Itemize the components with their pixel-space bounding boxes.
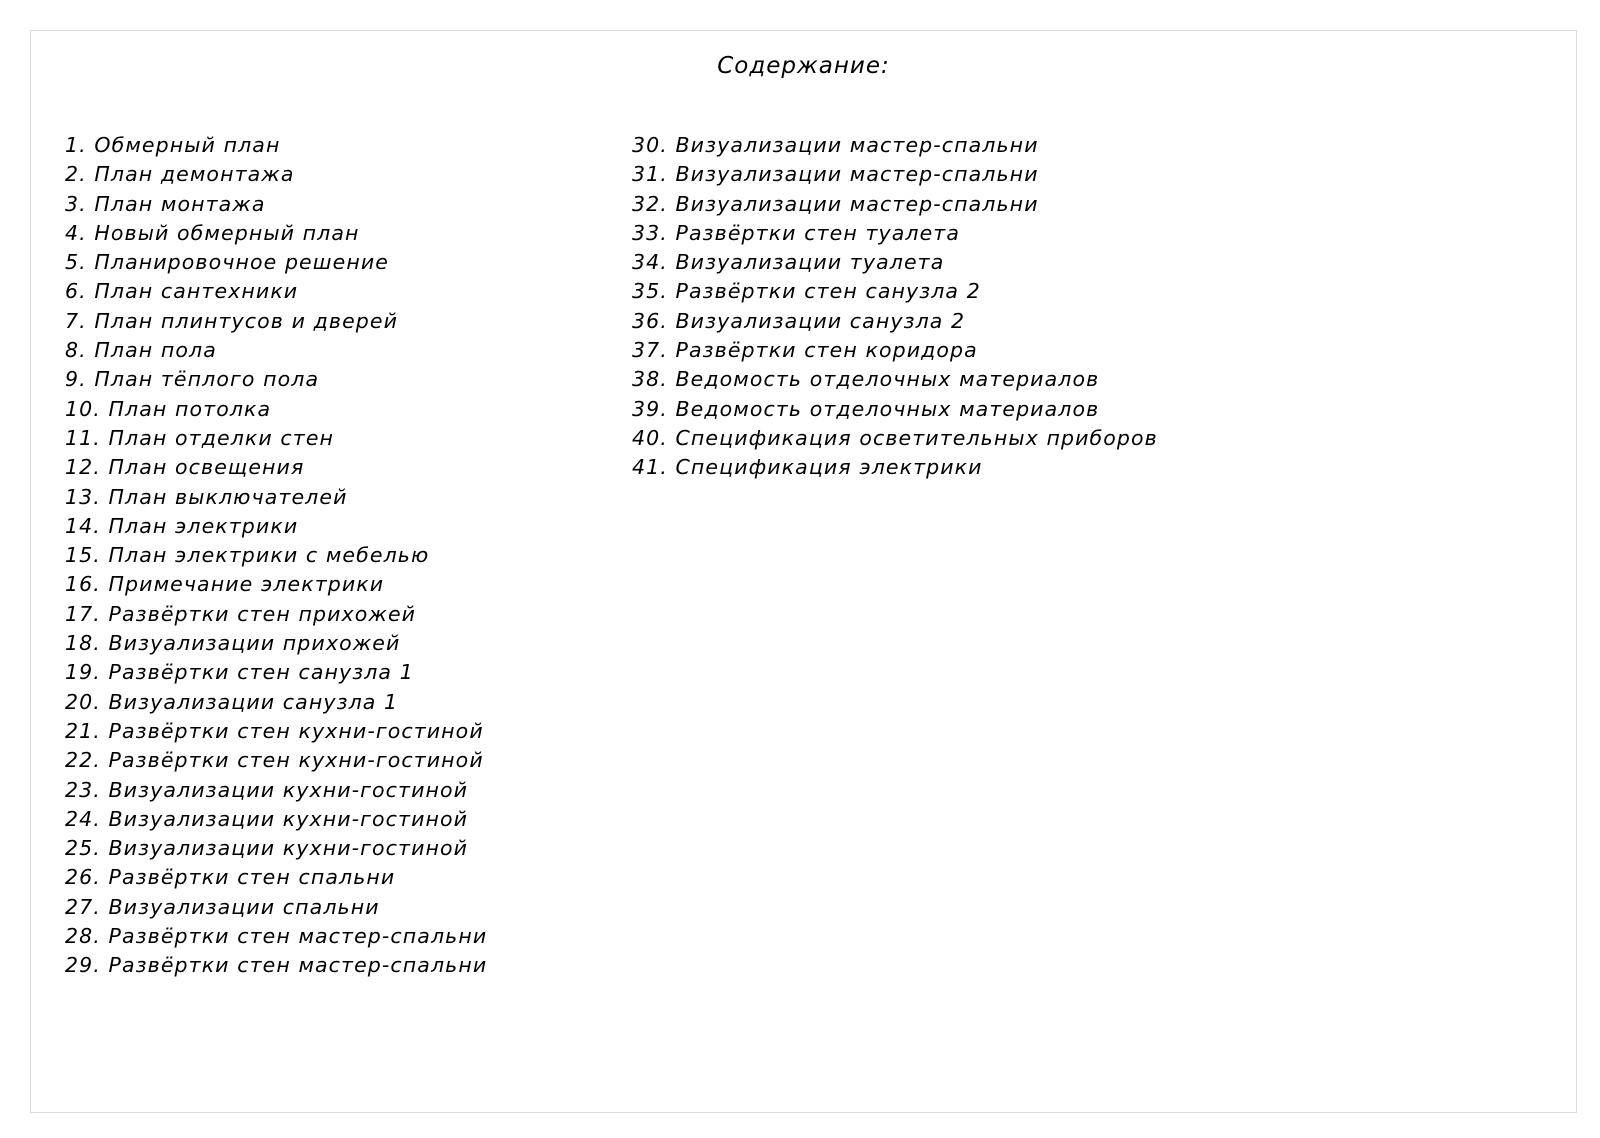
contents-entry: 17. Развёртки стен прихожей (65, 601, 417, 626)
contents-entry: 27. Визуализации спальни (65, 894, 380, 919)
contents-entry: 9. План тёплого пола (65, 367, 320, 392)
page-title: Содержание: (717, 53, 890, 79)
contents-entry: 13. План выключателей (65, 484, 348, 509)
contents-entry: 40. Спецификация осветительных приборов (632, 425, 1158, 450)
contents-entry: 11. План отделки стен (65, 425, 335, 450)
contents-entry: 18. Визуализации прихожей (65, 631, 401, 656)
contents-entry: 2. План демонтажа (65, 162, 295, 187)
contents-entry: 10. План потолка (65, 396, 272, 421)
contents-entry: 36. Визуализации санузла 2 (632, 308, 966, 333)
contents-entry: 4. Новый обмерный план (65, 220, 360, 245)
contents-entry: 20. Визуализации санузла 1 (65, 689, 399, 714)
contents-entry: 38. Ведомость отделочных материалов (632, 367, 1100, 392)
contents-entry: 30. Визуализации мастер-спальни (632, 133, 1039, 157)
contents-entry: 19. Развёртки стен санузла 1 (65, 660, 414, 685)
contents-entry: 26. Развёртки стен спальни (65, 865, 396, 890)
contents-entry: 6. План сантехники (65, 279, 299, 304)
contents-entry: 3. План монтажа (65, 191, 266, 216)
contents-entry: 15. План электрики с мебелью (65, 543, 430, 568)
contents-entry: 7. План плинтусов и дверей (65, 308, 399, 333)
contents-entry: 23. Визуализации кухни-гостиной (65, 777, 469, 802)
contents-column-right (632, 131, 1452, 483)
contents-entry: 37. Развёртки стен коридора (632, 338, 978, 363)
document-sheet (30, 30, 1577, 1113)
contents-entry: 21. Развёртки стен кухни-гостиной (65, 718, 484, 743)
contents-entry: 16. Примечание электрики (65, 572, 385, 597)
contents-entry: 1. Обмерный план (65, 133, 281, 157)
contents-entry: 32. Визуализации мастер-спальни (632, 191, 1039, 216)
contents-entry: 24. Визуализации кухни-гостиной (65, 806, 469, 831)
contents-column-left (65, 131, 625, 981)
contents-entry: 39. Ведомость отделочных материалов (632, 396, 1100, 421)
contents-entry: 34. Визуализации туалета (632, 250, 945, 275)
contents-entry: 25. Визуализации кухни-гостиной (65, 836, 469, 861)
contents-entry: 14. План электрики (65, 513, 299, 538)
contents-entry: 29. Развёртки стен мастер-спальни (65, 953, 488, 978)
contents-entry: 35. Развёртки стен санузла 2 (632, 279, 981, 304)
contents-entry: 12. План освещения (65, 455, 305, 480)
contents-entry: 41. Спецификация электрики (632, 455, 983, 480)
contents-entry: 22. Развёртки стен кухни-гостиной (65, 748, 484, 773)
contents-entry: 8. План пола (65, 338, 217, 363)
contents-entry: 33. Развёртки стен туалета (632, 220, 961, 245)
contents-entry: 5. Планировочное решение (65, 250, 389, 275)
contents-entry: 28. Развёртки стен мастер-спальни (65, 924, 488, 949)
contents-entry: 31. Визуализации мастер-спальни (632, 162, 1039, 187)
